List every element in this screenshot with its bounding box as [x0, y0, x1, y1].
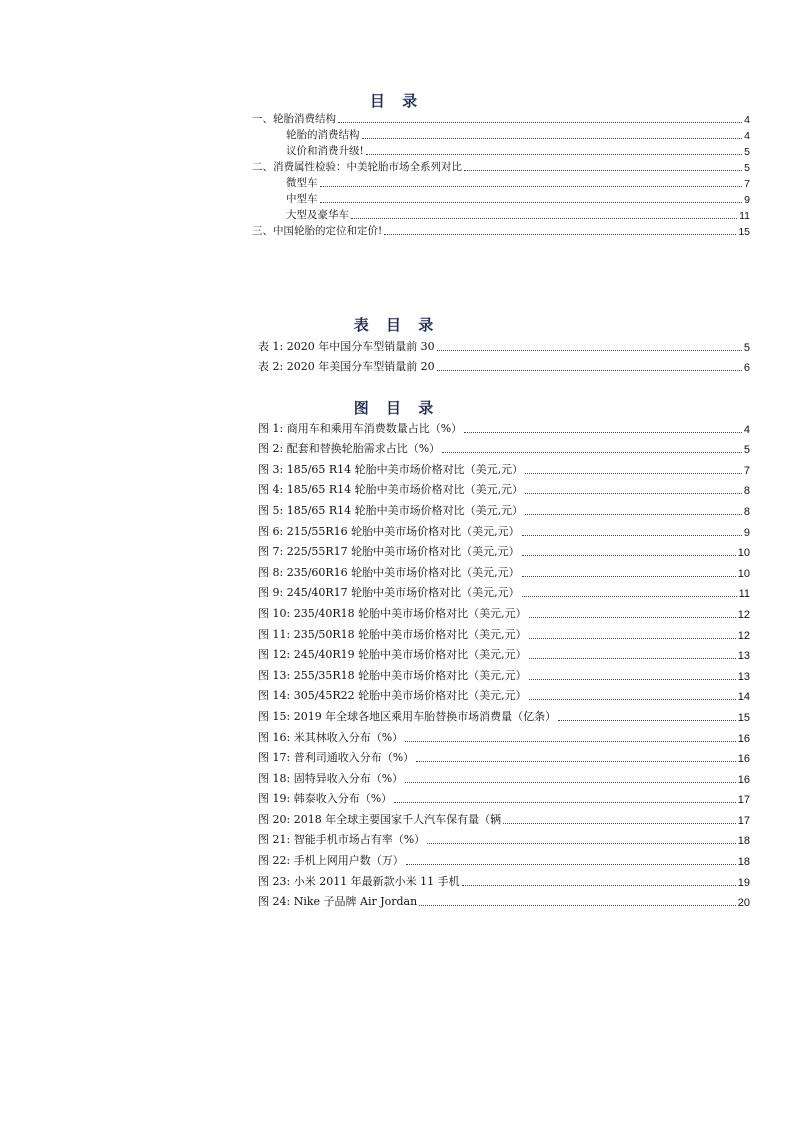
figure-entry[interactable]	[258, 642, 750, 663]
figure-entry[interactable]	[258, 889, 750, 910]
figure-entry-page: 5	[743, 444, 750, 457]
figure-entry-label: 图 3: 185/65 R14 轮胎中美市场价格对比（美元,元）	[258, 462, 524, 476]
leader-dots	[406, 863, 736, 865]
figure-entry-page: 16	[737, 732, 750, 745]
leader-dots	[558, 719, 736, 721]
figure-entry[interactable]	[258, 683, 750, 704]
figure-entry-page: 12	[737, 629, 750, 642]
leader-dots	[522, 575, 736, 577]
leader-dots	[405, 740, 736, 742]
table-entry-label: 表 2: 2020 年美国分车型销量前 20	[258, 360, 435, 374]
table-entry-page: 5	[743, 341, 750, 354]
figure-entry[interactable]	[258, 621, 750, 642]
leader-dots	[320, 185, 743, 187]
figure-entry-label: 图 19: 韩泰收入分布（%）	[258, 792, 393, 806]
figure-entry-page: 8	[743, 485, 750, 498]
figure-entry-page: 17	[737, 794, 750, 807]
figure-entry[interactable]	[258, 497, 750, 518]
leader-dots	[366, 153, 742, 155]
tables-title: 表 目 录	[353, 316, 440, 334]
figure-entry-label: 图 6: 215/55R16 轮胎中美市场价格对比（美元,元）	[258, 524, 520, 538]
figure-entry-label: 图 5: 185/65 R14 轮胎中美市场价格对比（美元,元）	[258, 503, 524, 517]
table-entry[interactable]	[258, 354, 750, 375]
leader-dots	[351, 217, 737, 219]
toc-entry-page: 7	[744, 178, 750, 190]
figure-entry-label: 图 11: 235/50R18 轮胎中美市场价格对比（美元,元）	[258, 627, 527, 641]
figure-entry-page: 19	[737, 876, 750, 889]
figure-entry-label: 图 15: 2019 年全球各地区乘用车胎替换市场消费量（亿条）	[258, 709, 557, 723]
figure-entry-page: 12	[737, 608, 750, 621]
figure-entry-page: 16	[737, 753, 750, 766]
figure-entry-label: 图 17: 普利司通收入分布（%）	[258, 751, 415, 765]
leader-dots	[529, 678, 736, 680]
leader-dots	[416, 760, 736, 762]
figure-entry[interactable]	[258, 600, 750, 621]
figure-entry-label: 图 20: 2018 年全球主要国家千人汽车保有量（辆	[258, 812, 502, 826]
figure-entry[interactable]	[258, 559, 750, 580]
toc-entry-page: 4	[744, 114, 750, 126]
figure-entry-label: 图 16: 米其林收入分布（%）	[258, 730, 404, 744]
figure-entry-label: 图 21: 智能手机市场占有率（%）	[258, 833, 426, 847]
figure-entry-label: 图 23: 小米 2011 年最新款小米 11 手机	[258, 874, 460, 888]
figure-entry-label: 图 9: 245/40R17 轮胎中美市场价格对比（美元,元）	[258, 586, 520, 600]
figure-entry[interactable]	[258, 456, 750, 477]
figure-entry[interactable]	[258, 786, 750, 807]
figure-entry-label: 图 4: 185/65 R14 轮胎中美市场价格对比（美元,元）	[258, 483, 524, 497]
figure-entry-label: 图 7: 225/55R17 轮胎中美市场价格对比（美元,元）	[258, 545, 520, 559]
toc-entry-page: 5	[744, 162, 750, 174]
figure-entry[interactable]	[258, 724, 750, 745]
toc-entry-page: 11	[739, 210, 750, 222]
figure-entry[interactable]	[258, 703, 750, 724]
leader-dots	[362, 137, 743, 139]
figure-entry[interactable]	[258, 436, 750, 457]
figure-entry[interactable]	[258, 765, 750, 786]
toc-entry[interactable]	[252, 222, 750, 238]
figure-entry-page: 13	[737, 670, 750, 683]
figure-entry[interactable]	[258, 868, 750, 889]
leader-dots	[427, 842, 736, 844]
toc-entry-page: 5	[744, 146, 750, 158]
leader-dots	[529, 698, 736, 700]
leader-dots	[525, 472, 742, 474]
toc-entry-label: 中型车	[286, 193, 318, 205]
figures-title: 图 目 录	[353, 399, 440, 417]
leader-dots	[525, 513, 742, 515]
contents-title: 目 录	[369, 92, 424, 110]
figure-entry-page: 17	[737, 814, 750, 827]
table-entry-page: 6	[743, 362, 750, 375]
toc-entry[interactable]	[252, 190, 750, 206]
figure-entry-page: 9	[743, 526, 750, 539]
figure-entry[interactable]	[258, 847, 750, 868]
figure-entry-page: 10	[737, 567, 750, 580]
figure-entry-page: 18	[737, 856, 750, 869]
figure-entry-page: 7	[743, 464, 750, 477]
figure-entry-label: 图 14: 305/45R22 轮胎中美市场价格对比（美元,元）	[258, 689, 527, 703]
figure-entry[interactable]	[258, 518, 750, 539]
figure-entry-page: 4	[743, 423, 750, 436]
figure-entry-label: 图 13: 255/35R18 轮胎中美市场价格对比（美元,元）	[258, 668, 527, 682]
toc-entry[interactable]	[252, 158, 750, 174]
toc-entry[interactable]	[252, 142, 750, 158]
leader-dots	[464, 431, 742, 433]
leader-dots	[529, 616, 736, 618]
leader-dots	[522, 554, 736, 556]
figure-entry[interactable]	[258, 539, 750, 560]
figure-entry[interactable]	[258, 827, 750, 848]
leader-dots	[442, 451, 742, 453]
figure-entry-label: 图 12: 245/40R19 轮胎中美市场价格对比（美元,元）	[258, 648, 527, 662]
toc-entry-label: 三、中国轮胎的定位和定价!	[252, 225, 383, 237]
toc-entry-page: 9	[744, 194, 750, 206]
leader-dots	[525, 492, 742, 494]
figure-entry[interactable]	[258, 580, 750, 601]
figure-entry-page: 11	[738, 588, 750, 601]
figure-entry[interactable]	[258, 806, 750, 827]
toc-entry[interactable]	[252, 126, 750, 142]
figure-entry-page: 13	[737, 650, 750, 663]
figure-entry[interactable]	[258, 477, 750, 498]
toc-entry-label: 大型及豪华车	[286, 209, 349, 221]
figure-entry-label: 图 1: 商用车和乘用车消费数量占比（%）	[258, 421, 463, 435]
figure-entry[interactable]	[258, 415, 750, 436]
leader-dots	[338, 121, 742, 123]
leader-dots	[419, 904, 736, 906]
leader-dots	[529, 637, 736, 639]
figure-entry[interactable]	[258, 745, 750, 766]
figure-entry-label: 图 22: 手机上网用户数（万）	[258, 854, 404, 868]
leader-dots	[437, 369, 742, 371]
figure-entry-page: 15	[737, 711, 750, 724]
figure-entry-page: 14	[737, 691, 750, 704]
toc-entry-label: 议价和消费升级!	[286, 145, 364, 157]
toc-entry-label: 一、轮胎消费结构	[252, 113, 336, 125]
toc-entry[interactable]	[252, 110, 750, 126]
table-entry[interactable]	[258, 333, 750, 354]
leader-dots	[464, 169, 742, 171]
toc-entry-page: 4	[744, 130, 750, 142]
table-entry-label: 表 1: 2020 年中国分车型销量前 30	[258, 339, 435, 353]
figure-entry-page: 18	[737, 835, 750, 848]
leader-dots	[405, 781, 736, 783]
toc-entry-label: 二、消费属性检验：中美轮胎市场全系列对比	[252, 161, 462, 173]
figure-entry-label: 图 10: 235/40R18 轮胎中美市场价格对比（美元,元）	[258, 606, 527, 620]
leader-dots	[462, 884, 736, 886]
toc-entry[interactable]	[252, 206, 750, 222]
figure-entry-page: 16	[737, 773, 750, 786]
leader-dots	[437, 349, 742, 351]
toc-entry-page: 15	[738, 226, 750, 238]
figure-entry-page: 20	[737, 897, 750, 910]
toc-entry[interactable]	[252, 174, 750, 190]
leader-dots	[384, 233, 736, 235]
leader-dots	[529, 657, 736, 659]
figure-entry-label: 图 8: 235/60R16 轮胎中美市场价格对比（美元,元）	[258, 565, 520, 579]
leader-dots	[522, 595, 737, 597]
figure-entry-label: 图 2: 配套和替换轮胎需求占比（%）	[258, 442, 441, 456]
toc-entry-label: 微型车	[286, 177, 318, 189]
figure-entry-label: 图 18: 固特异收入分布（%）	[258, 771, 404, 785]
toc-entry-label: 轮胎的消费结构	[286, 129, 360, 141]
tables-list	[258, 333, 750, 374]
figure-entry-page: 10	[737, 547, 750, 560]
figures-list	[258, 415, 750, 909]
figure-entry[interactable]	[258, 662, 750, 683]
contents-list	[252, 110, 750, 238]
figure-entry-label: 图 24: Nike 子品牌 Air Jordan	[258, 895, 418, 909]
leader-dots	[522, 534, 742, 536]
leader-dots	[394, 801, 736, 803]
figure-entry-page: 8	[743, 505, 750, 518]
leader-dots	[503, 822, 736, 824]
leader-dots	[320, 201, 743, 203]
